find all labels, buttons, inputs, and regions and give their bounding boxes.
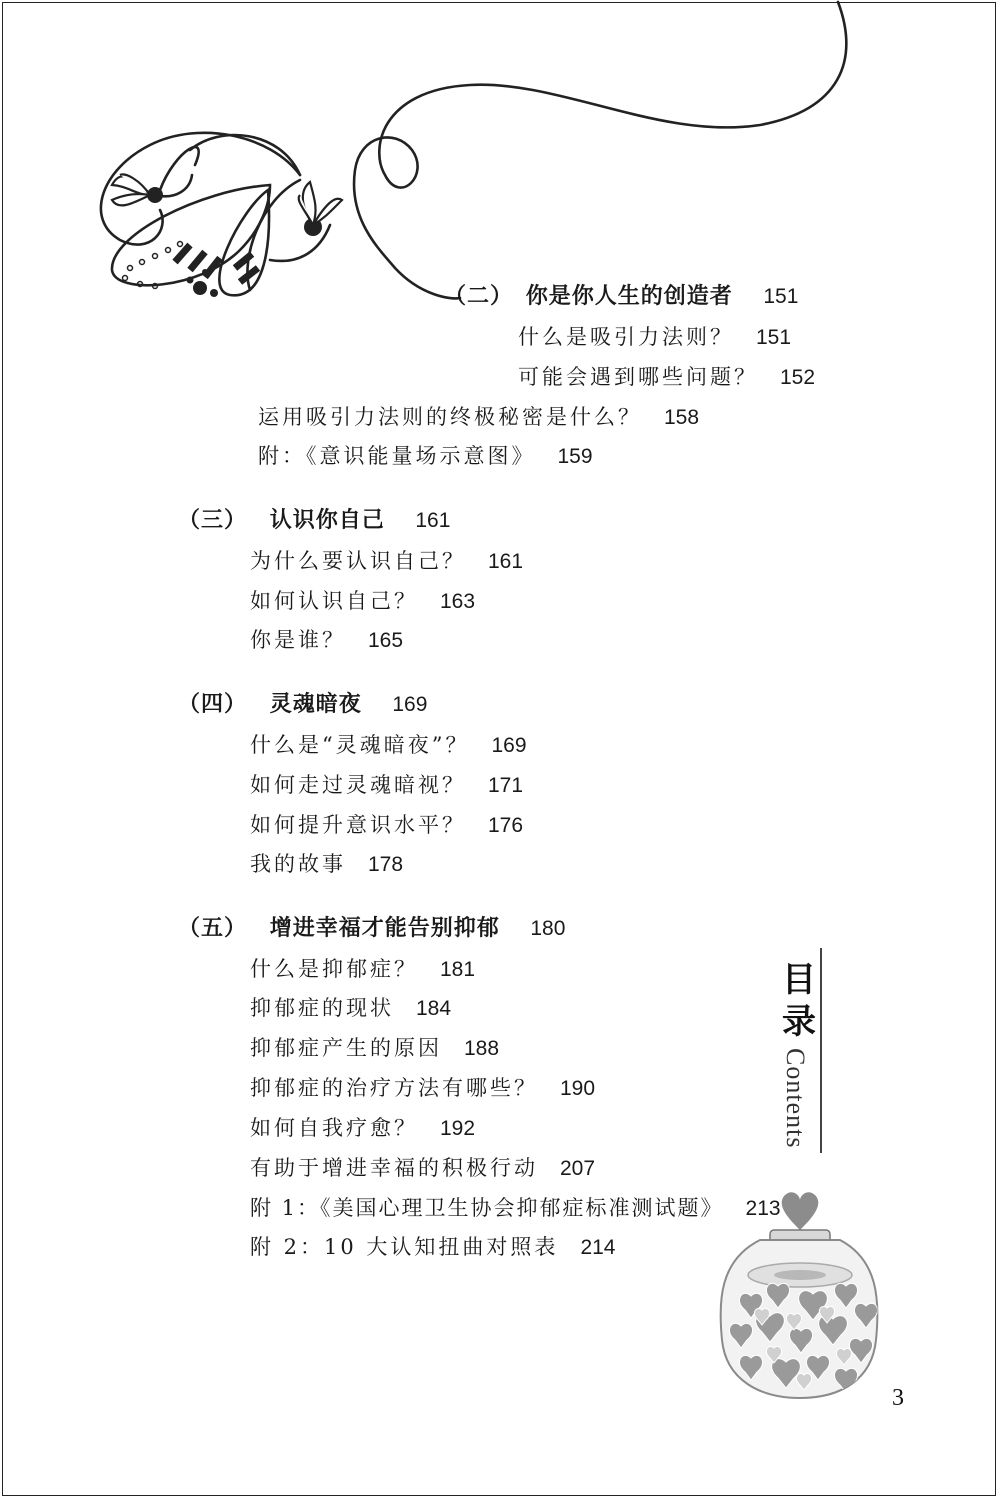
item-page: 190: [560, 1077, 596, 1100]
item-title: 什么是吸引力法则？: [518, 325, 734, 349]
section-label: （三）: [178, 508, 248, 533]
item-page: 184: [416, 997, 452, 1020]
section-title: 灵魂暗夜: [269, 692, 362, 717]
item-title: 运用吸引力法则的终极秘密是什么？: [258, 405, 642, 429]
item-page: 151: [756, 326, 792, 349]
item-title: 附 1：《美国心理卫生协会抑郁症标准测试题》: [250, 1196, 724, 1220]
section-title: 增进幸福才能告别抑郁: [269, 916, 500, 941]
item-page: 158: [664, 406, 700, 429]
item-page: 171: [488, 774, 524, 797]
side-title-char-1: 目: [782, 960, 816, 1000]
item-page: 161: [488, 550, 524, 573]
item-title: 有助于增进幸福的积极行动: [250, 1156, 538, 1180]
item-page: 178: [368, 853, 404, 876]
section-page: 180: [530, 917, 566, 940]
item-title: 什么是“灵魂暗夜”？: [250, 733, 470, 757]
item-title: 为什么要认识自己？: [250, 549, 466, 573]
item-page: 165: [368, 629, 404, 652]
section-title: 你是你人生的创造者: [525, 284, 733, 309]
item-title: 你是谁？: [250, 628, 346, 652]
item-title: 抑郁症的现状: [250, 996, 394, 1020]
section-label: （二）: [444, 284, 514, 309]
item-title: 如何提升意识水平？: [250, 813, 466, 837]
section-label: （四）: [178, 692, 248, 717]
item-title: 可能会遇到哪些问题？: [518, 365, 758, 389]
item-title: 什么是抑郁症？: [250, 957, 418, 981]
item-page: 192: [440, 1117, 476, 1140]
item-page: 176: [488, 814, 524, 837]
item-page: 188: [464, 1037, 500, 1060]
item-title: 如何走过灵魂暗视？: [250, 773, 466, 797]
page-number: 3: [892, 1385, 904, 1411]
side-title-char-2: 录: [782, 1002, 816, 1042]
section-title: 认识你自己: [269, 508, 385, 533]
section-page: 169: [392, 693, 428, 716]
item-page: 207: [560, 1157, 596, 1180]
section-page: 151: [763, 285, 799, 308]
section-label: （五）: [178, 916, 248, 941]
item-title: 我的故事: [250, 852, 346, 876]
item-title: 附：《意识能量场示意图》: [258, 444, 536, 468]
item-title: 附 2：10 大认知扭曲对照表: [250, 1235, 559, 1259]
item-title: 如何认识自己？: [250, 589, 418, 613]
item-page: 214: [580, 1236, 616, 1259]
item-title: 如何自我疗愈？: [250, 1116, 418, 1140]
item-page: 181: [440, 958, 476, 981]
item-page: 163: [440, 590, 476, 613]
item-page: 159: [557, 445, 593, 468]
section-page: 161: [415, 509, 451, 532]
item-page: 169: [491, 734, 527, 757]
item-page: 152: [780, 366, 816, 389]
item-title: 抑郁症的治疗方法有哪些？: [250, 1076, 538, 1100]
item-page: 213: [745, 1197, 781, 1220]
item-title: 抑郁症产生的原因: [250, 1036, 442, 1060]
side-title-english: Contents: [781, 1048, 810, 1149]
